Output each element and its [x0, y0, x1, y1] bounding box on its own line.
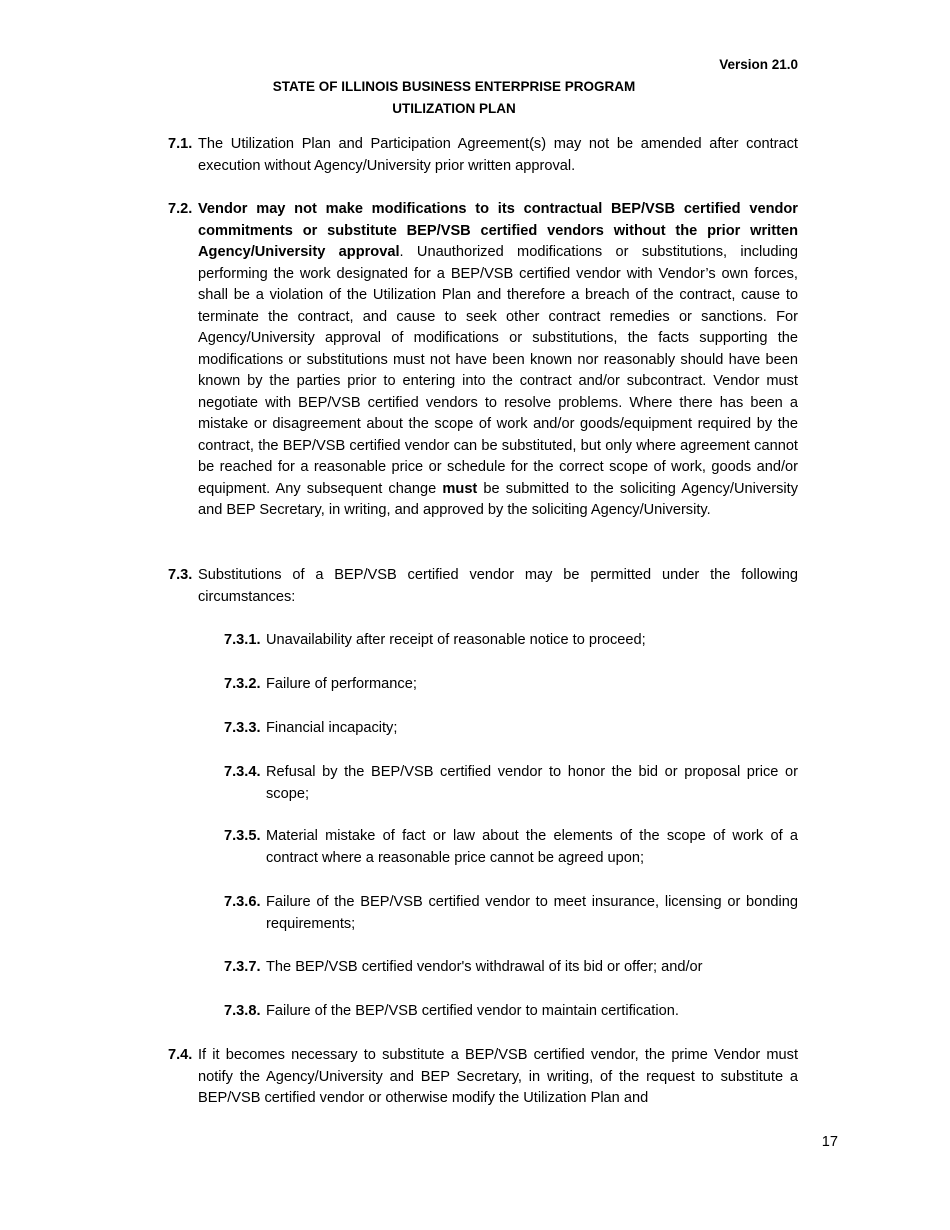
- section-7-4: [168, 1045, 798, 1110]
- subsection-7-3-2: [224, 674, 798, 696]
- section-7-2: [168, 199, 798, 522]
- subsection-7-3-5: [224, 826, 798, 869]
- version-label: Version 21.0: [719, 57, 798, 72]
- section-text: [198, 199, 798, 522]
- subsection-number: 7.3.8.: [224, 1003, 261, 1019]
- subsection-7-3-6: [224, 892, 798, 935]
- subsection-7-3-8: [224, 1001, 798, 1023]
- body-text-a: . Unauthorized modifications or substitutions, including performing the work designated for a BEP/VSB certified vendor with Vendor’s own forces, shall be a violation of the Utilization Plan and therefore a breach of the contract, cause to terminate the contract, and cause to seek other contract remedies or sanctions. For Agency/University approval of modifications or substitutions, the facts supporting the modifications or substitutions must not have been known nor reasonably should have been known by the parties prior to entering into the contract and/or subcontract. Vendor must negotiate with BEP/VSB certified vendors to resolve problems. Where there has been a mistake or disagreement about the scope of work and/or goods/equipment required by the contract, the BEP/VSB certified vendor can be substituted, but only where agreement cannot be reached for a reasonable price or schedule for the correct scope of work, goods and/or equipment. Any subsequent change: [198, 244, 798, 497]
- section-number: 7.2.: [168, 201, 193, 217]
- subsection-7-3-4: [224, 762, 798, 805]
- bold-lead-text: Vendor may not make modifications to its contractual BEP/VSB certified vendor commitments or substitute BEP/VSB certified vendors without the prior written Agency/University approval: [198, 201, 798, 260]
- subsection-7-3-7: [224, 957, 798, 979]
- subsection-text: Financial incapacity;: [266, 720, 398, 736]
- section-text: Substitutions of a BEP/VSB certified vendor may be permitted under the following circumstances:: [198, 567, 798, 605]
- section-text: If it becomes necessary to substitute a BEP/VSB certified vendor, the prime Vendor must notify the Agency/University and BEP Secretary, in writing, of the request to substitute a BEP/VSB certified vendor or otherwise modify the Utilization Plan and: [198, 1047, 798, 1106]
- subsection-number: 7.3.4.: [224, 764, 261, 780]
- subsection-text: Failure of performance;: [266, 676, 417, 692]
- subsection-number: 7.3.2.: [224, 676, 261, 692]
- section-number: 7.1.: [168, 136, 193, 152]
- section-text: The Utilization Plan and Participation Agreement(s) may not be amended after contract execution without Agency/University prior written approval.: [198, 136, 798, 174]
- subsection-7-3-1: [224, 630, 798, 652]
- subsection-text: Material mistake of fact or law about the elements of the scope of work of a contract where a reasonable price cannot be agreed upon;: [266, 828, 798, 866]
- document-title: STATE OF ILLINOIS BUSINESS ENTERPRISE PROGRAM: [272, 79, 636, 94]
- subsection-text: Failure of the BEP/VSB certified vendor to maintain certification.: [266, 1003, 679, 1019]
- body-text-b: be submitted to the soliciting Agency/University and BEP Secretary, in writing, and approved by the soliciting Agency/University.: [198, 480, 798, 518]
- section-7-3: [168, 565, 798, 608]
- subsection-text: The BEP/VSB certified vendor's withdrawal of its bid or offer; and/or: [266, 959, 703, 975]
- subsection-number: 7.3.1.: [224, 632, 261, 648]
- section-number: 7.3.: [168, 567, 193, 583]
- emphasis-must: must: [442, 480, 478, 497]
- subsection-text: Unavailability after receipt of reasonable notice to proceed;: [266, 632, 646, 648]
- page-number: 17: [821, 1134, 838, 1150]
- subsection-number: 7.3.5.: [224, 828, 261, 844]
- subsection-number: 7.3.3.: [224, 720, 261, 736]
- subsection-text: Failure of the BEP/VSB certified vendor to meet insurance, licensing or bonding requirements;: [266, 894, 798, 932]
- subsection-text: Refusal by the BEP/VSB certified vendor to honor the bid or proposal price or scope;: [266, 764, 798, 802]
- subsection-number: 7.3.6.: [224, 894, 261, 910]
- section-number: 7.4.: [168, 1047, 193, 1063]
- section-7-1: [168, 134, 798, 177]
- subsection-number: 7.3.7.: [224, 959, 261, 975]
- document-subtitle: UTILIZATION PLAN: [392, 101, 516, 116]
- subsection-7-3-3: [224, 718, 798, 740]
